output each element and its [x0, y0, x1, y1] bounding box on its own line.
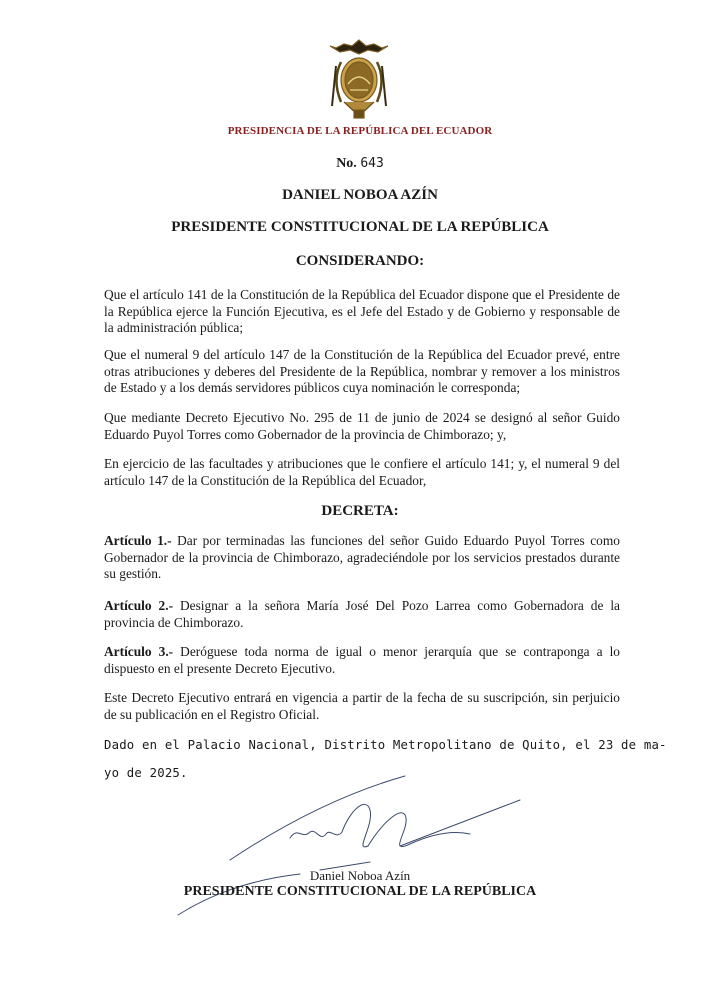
decrees-heading: DECRETA:	[321, 503, 399, 519]
coat-of-arms-icon	[322, 36, 396, 122]
article-2-text: Designar a la señora María José Del Pozo Larrea como Gobernadora de la provincia de Chimborazo.	[104, 598, 620, 630]
consideration-1: Que el artículo 141 de la Constitución de la República del Ecuador dispone que el Presidente de la República ejerce la Función Ejecutiva, es el Jefe del Estado y de Gobierno y responsable de la administración pública;	[104, 287, 620, 335]
consideration-3: Que mediante Decreto Ejecutivo No. 295 de 11 de junio de 2024 se designó al señor Guido Eduardo Puyol Torres como Gobernador de la provincia de Chimborazo; y,	[104, 410, 620, 442]
consideration-4: En ejercicio de las facultades y atribuciones que le confiere el artículo 141; y, el numeral 9 del artículo 147 de la Constitución de la República del Ecuador,	[104, 456, 620, 488]
article-3-text: Deróguese toda norma de igual o menor jerarquía que se contraponga a lo dispuesto en el presente Decreto Ejecutivo.	[104, 644, 621, 676]
article-2	[104, 598, 620, 631]
article-2-label: Artículo 2.-	[104, 598, 174, 613]
signer-name: Daniel Noboa Azín	[309, 868, 411, 883]
article-1-text: Dar por terminadas las funciones del señor Guido Eduardo Puyol Torres como Gobernador de la provincia de Chimborazo, agradeciéndole por los servicios prestados durante su gestión.	[104, 533, 620, 581]
president-title: PRESIDENTE CONSTITUCIONAL DE LA REPÚBLICA	[171, 219, 549, 235]
signer-title: PRESIDENTE CONSTITUCIONAL DE LA REPÚBLICA	[183, 884, 537, 899]
consideration-2: Que el numeral 9 del artículo 147 de la Constitución de la República del Ecuador prevé, entre otras atribuciones y deberes del Presidente de la República, nombrar y remover a los ministros de Estado y a los demás servidores públicos cuya nominación le corresponda;	[104, 347, 620, 395]
article-1	[104, 533, 620, 583]
article-3-label: Artículo 3.-	[104, 644, 174, 659]
institution-name: PRESIDENCIA DE LA REPÚBLICA DEL ECUADOR	[227, 125, 493, 137]
final-provision: Este Decreto Ejecutivo entrará en vigencia a partir de la fecha de su suscripción, sin perjuicio de su publicación en el Registro Oficial.	[104, 690, 620, 722]
considering-heading: CONSIDERANDO:	[295, 253, 425, 269]
article-3	[104, 644, 620, 677]
dated-line-2: yo de 2025.	[104, 766, 188, 780]
article-1-label: Artículo 1.-	[104, 533, 172, 548]
president-name: DANIEL NOBOA AZÍN	[282, 187, 438, 203]
decree-number: 643	[360, 156, 384, 171]
dated-line-1: Dado en el Palacio Nacional, Distrito Metropolitano de Quito, el 23 de ma-	[104, 738, 667, 752]
decree-number-label: No.	[336, 156, 357, 171]
decree-number-line	[0, 156, 720, 172]
